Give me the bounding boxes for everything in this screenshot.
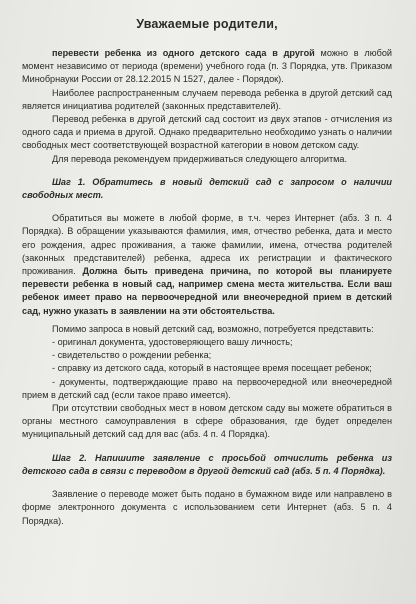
- paragraph-request-details: [22, 212, 392, 318]
- list-item: - оригинал документа, удостоверяющего вашу личность;: [52, 337, 293, 348]
- intro-bold-phrase: перевести ребенка из одного детского сада в другой: [52, 48, 315, 58]
- paragraph-intro: [22, 47, 392, 87]
- list-item: - справку из детского сада, который в настоящее время посещает ребенок;: [52, 363, 372, 374]
- document-title: Уважаемые родители,: [136, 17, 278, 31]
- paragraph-two-stages: Перевод ребенка в другой детский сад состоит из двух этапов - отчисления из одного сада и приема в другой. Однако предварительно необходимо узнать о наличии свободных мест соответствующей возрастной категории в новом детском саду.: [22, 114, 392, 151]
- request-details-text: Обратиться вы можете в любой форме, в т.ч. через Интернет (абз. 3 п. 4 Порядка). В обращении указываются фамилия, имя, отчество ребенка, дата и место его рождения, адрес проживания, а также фамилии, имена, отчества родителей (законных представителей) ребенка, адреса их регистрации и фактического проживания.: [22, 213, 392, 277]
- paragraph-documents-needed: Помимо запроса в новый детский сад, возможно, потребуется представить:: [52, 323, 374, 334]
- list-item: - свидетельство о рождении ребенка;: [52, 350, 212, 361]
- paragraph-algorithm: Для перевода рекомендуем придерживаться следующего алгоритма.: [52, 153, 348, 164]
- paragraph-no-places: При отсутствии свободных мест в новом детском саду вы можете обратиться в органы местного самоуправления в сфере образования, где будет определен муниципальный детский сад для вас (абз. 4 п. 4 Порядка).: [22, 403, 392, 440]
- step-2-heading: Шаг 2. Напишите заявление с просьбой отчислить ребенка из детского сада в связи с переводом в другой детский сад (абз. 5 п. 4 Порядка).: [22, 452, 392, 476]
- documents-list: [22, 336, 392, 402]
- paragraph-application-form: Заявление о переводе может быть подано в бумажном виде или направлено в форме электронного документа с использованием сети Интернет (абз. 5 п. 4 Порядка).: [22, 489, 392, 526]
- paragraph-common-case: Наиболее распространенным случаем перевода ребенка в другой детский сад является инициатива родителей (законных представителей).: [22, 87, 392, 111]
- request-details-bold: Должна быть приведена причина, по которой вы планируете перевести ребенка в новый сад, например смена места жительства. Если ваш ребенок имеет право на первоочередной или внеочередной прием в детский сад, нужно указать в заявлении на эти обстоятельства.: [22, 266, 392, 316]
- step-1-heading: Шаг 1. Обратитесь в новый детский сад с запросом о наличии свободных мест.: [22, 176, 392, 201]
- list-item: - документы, подтверждающие право на первоочередной или внеочередной прием в детский сад (если такое право имеется).: [22, 376, 392, 400]
- intro-rest: можно в любой момент независимо от периода (времени) учебного года (п. 3 Порядка, утв. Приказом Минобрнауки России от 28.12.2015 N 1527, далее - Порядок).: [22, 48, 392, 85]
